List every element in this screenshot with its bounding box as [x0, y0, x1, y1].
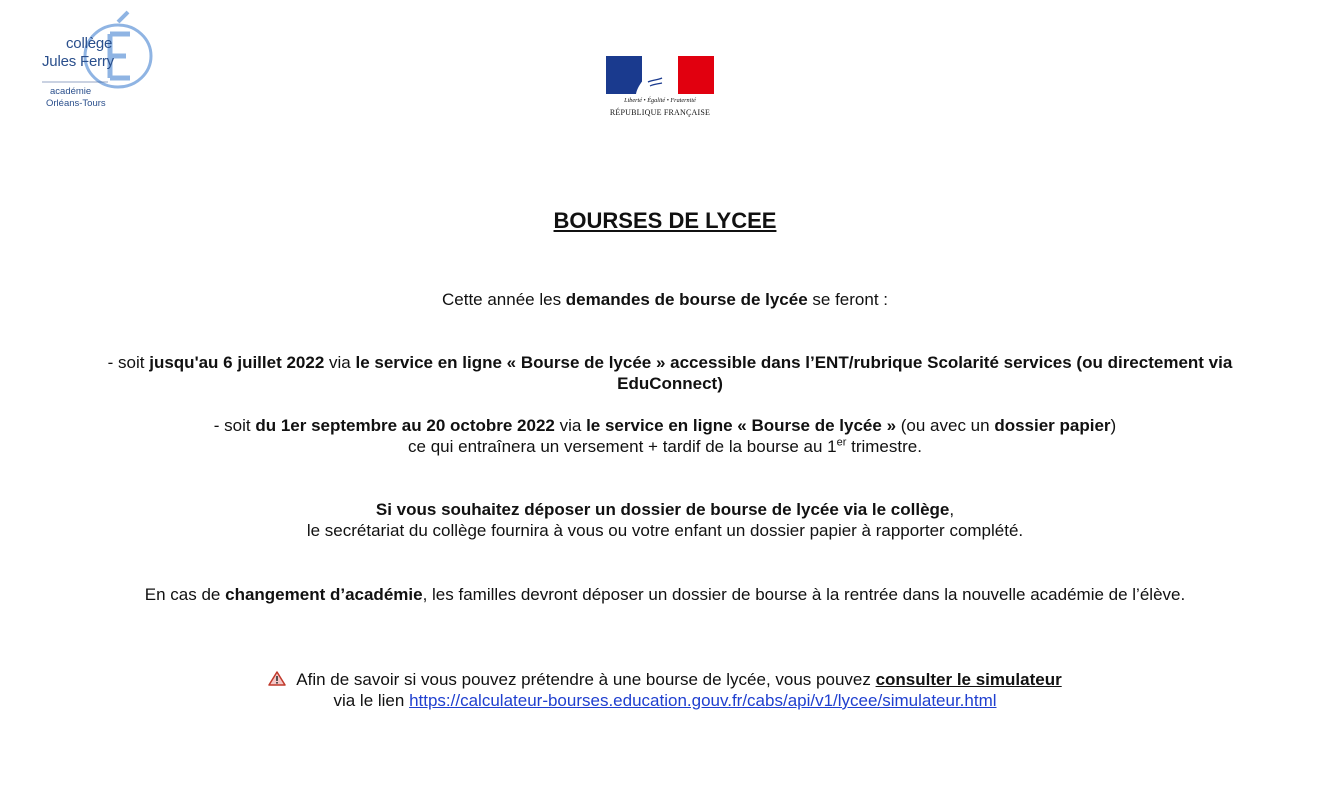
simulator-link[interactable]: consulter le simulateur — [875, 670, 1062, 689]
option2-paper: dossier papier — [994, 416, 1111, 435]
option2-date: du 1er septembre au 20 octobre 2022 — [255, 416, 555, 435]
marianne-flag-icon — [606, 56, 714, 94]
option2-paragraph — [0, 415, 1330, 457]
simulator-text-before: Afin de savoir si vous pouvez prétendre à une bourse de lycée, vous pouvez — [296, 670, 876, 689]
option2-via: via — [554, 416, 587, 435]
change-before: En cas de — [144, 585, 226, 604]
republique-francaise-logo — [604, 56, 716, 126]
option1-date: jusqu'au 6 juillet 2022 — [149, 353, 325, 372]
change-bold: changement d’académie — [225, 585, 423, 604]
college-paragraph — [0, 499, 1330, 541]
option2-mid: (ou avec un — [896, 416, 995, 435]
option1-paragraph — [70, 352, 1270, 394]
intro-text-before: Cette année les — [441, 290, 566, 309]
intro-text-after: se feront : — [807, 290, 889, 309]
option2-line2-sup: er — [836, 436, 847, 449]
simulator-url-link[interactable]: https://calculateur-bourses.education.gouv.fr/cabs/api/v1/lycee/simulateur.html — [409, 691, 997, 710]
academy-change-paragraph — [0, 584, 1330, 605]
college-paragraph-line2: le secrétariat du collège fournira à vous ou votre enfant un dossier papier à rapporter complété. — [306, 521, 1024, 540]
option1-prefix: - soit — [107, 353, 150, 372]
warning-icon — [268, 671, 286, 686]
option2-service: le service en ligne « Bourse de lycée » — [586, 416, 897, 435]
page-title: BOURSES DE LYCEE — [553, 208, 777, 233]
college-logo — [38, 10, 158, 112]
college-logo-line2: Jules Ferry — [42, 53, 114, 70]
college-logo-line3: académie — [50, 86, 92, 97]
republique-motto: Liberté • Égalité • Fraternité — [624, 97, 696, 104]
republique-name: RÉPUBLIQUE FRANÇAISE — [609, 108, 711, 117]
college-logo-line1: collège — [66, 35, 113, 52]
college-logo-line4: Orléans-Tours — [46, 98, 106, 109]
option2-prefix: - soit — [213, 416, 256, 435]
option2-line2-before: ce qui entraînera un versement + tardif de la bourse au 1 — [408, 437, 837, 456]
option2-close: ) — [1110, 416, 1117, 435]
option1-service: le service en ligne « Bourse de lycée » accessible dans l’ENT/rubrique Scolarité services (ou directement via EduConnect) — [355, 353, 1233, 393]
college-paragraph-bold: Si vous souhaitez déposer un dossier de bourse de lycée via le collège — [375, 500, 950, 519]
simulator-paragraph — [0, 669, 1330, 711]
college-paragraph-comma: , — [949, 500, 955, 519]
option2-line2-after: trimestre. — [846, 437, 922, 456]
change-after: , les familles devront déposer un dossier de bourse à la rentrée dans la nouvelle académie de l’élève. — [422, 585, 1186, 604]
simulator-line2-before: via le lien — [333, 691, 410, 710]
intro-paragraph — [0, 289, 1330, 310]
intro-text-bold: demandes de bourse de lycée — [565, 290, 808, 309]
option1-via: via — [324, 353, 356, 372]
